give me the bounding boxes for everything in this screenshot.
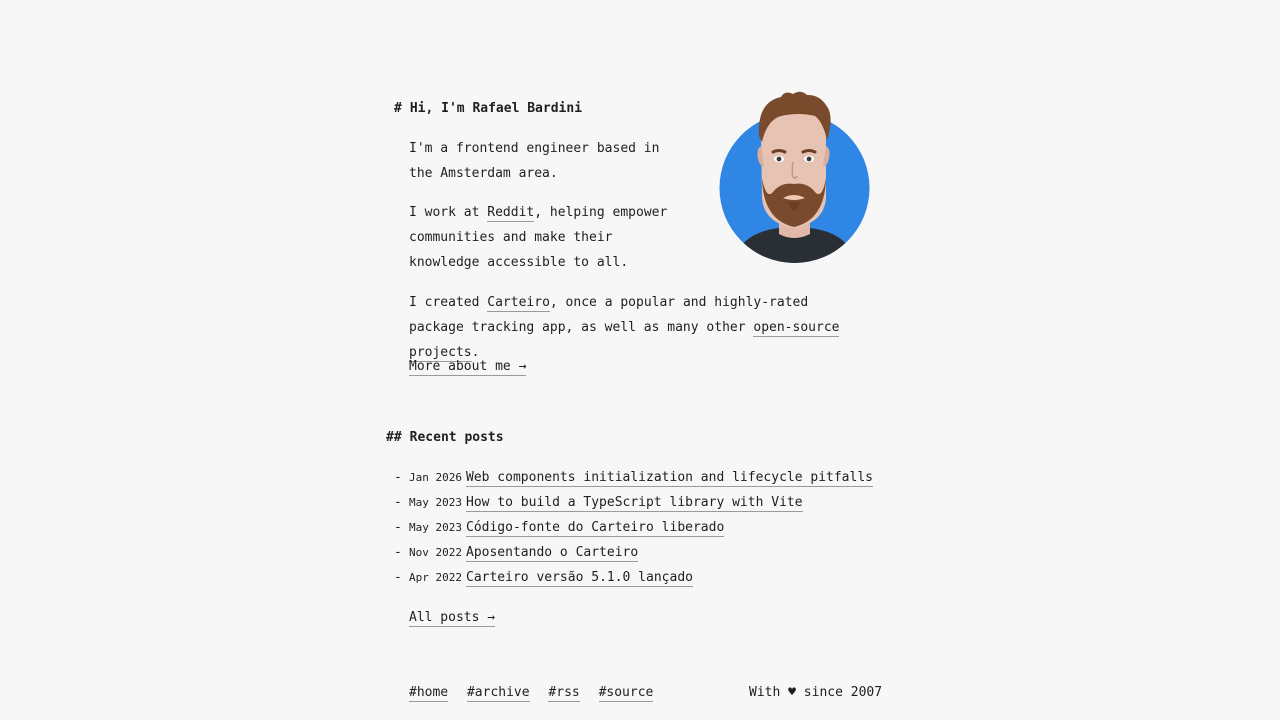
list-item: [394, 565, 873, 590]
post-link[interactable]: Aposentando o Carteiro: [466, 545, 639, 560]
footer-note: With ♥ since 2007: [749, 685, 883, 700]
list-dash: -: [394, 495, 402, 510]
intro-paragraph: I'm a frontend engineer based in the Amsterdam area.: [409, 141, 660, 181]
projects-text-mid: , once a popular and highly-rated package tracking app, as well as many other: [409, 295, 809, 335]
work-paragraph: [409, 200, 679, 275]
list-item: [394, 540, 873, 565]
post-link[interactable]: Web components initialization and lifecycle pitfalls: [466, 470, 873, 485]
post-list: [394, 465, 873, 590]
post-date: Nov 2022: [409, 546, 462, 559]
post-link[interactable]: Código-fonte do Carteiro liberado: [466, 520, 725, 535]
more-about-wrapper: [409, 354, 526, 379]
list-item: [394, 490, 873, 515]
footer-nav: [409, 680, 664, 705]
post-date: May 2023: [409, 521, 462, 534]
list-dash: -: [394, 545, 402, 560]
page-title-text: Hi, I'm Rafael Bardini: [409, 101, 583, 116]
list-dash: -: [394, 520, 402, 535]
footer-link-home[interactable]: #home: [409, 685, 449, 700]
list-item: [394, 465, 873, 490]
projects-text-start: I created: [409, 295, 488, 310]
all-posts-link[interactable]: All posts →: [409, 610, 496, 625]
projects-text-end: .: [471, 345, 480, 360]
footer-link-source[interactable]: #source: [598, 685, 654, 700]
footer-link-rss[interactable]: #rss: [548, 685, 580, 700]
carteiro-link[interactable]: Carteiro: [487, 295, 550, 310]
page-title: [394, 101, 582, 116]
post-link[interactable]: Carteiro versão 5.1.0 lançado: [466, 570, 693, 585]
list-dash: -: [394, 470, 402, 485]
work-text-start: I work at: [409, 205, 488, 220]
post-date: May 2023: [409, 496, 462, 509]
post-date: Jan 2026: [409, 471, 462, 484]
all-posts-wrapper: [409, 605, 495, 630]
more-about-me-link[interactable]: More about me →: [409, 359, 527, 374]
post-link[interactable]: How to build a TypeScript library with Vite: [466, 495, 803, 510]
reddit-link[interactable]: Reddit: [487, 205, 535, 220]
list-dash: -: [394, 570, 402, 585]
work-text-end: , helping empower communities and make their knowledge accessible to all.: [409, 205, 668, 270]
avatar: [719, 88, 870, 264]
recent-posts-heading: [386, 430, 504, 445]
heading-marker: #: [394, 101, 402, 116]
list-item: [394, 515, 873, 540]
post-date: Apr 2022: [409, 571, 462, 584]
recent-posts-heading-text: Recent posts: [409, 430, 504, 445]
footer-link-archive[interactable]: #archive: [466, 685, 530, 700]
open-source-link[interactable]: open-source projects: [409, 320, 840, 360]
heading-marker: ##: [386, 430, 402, 445]
